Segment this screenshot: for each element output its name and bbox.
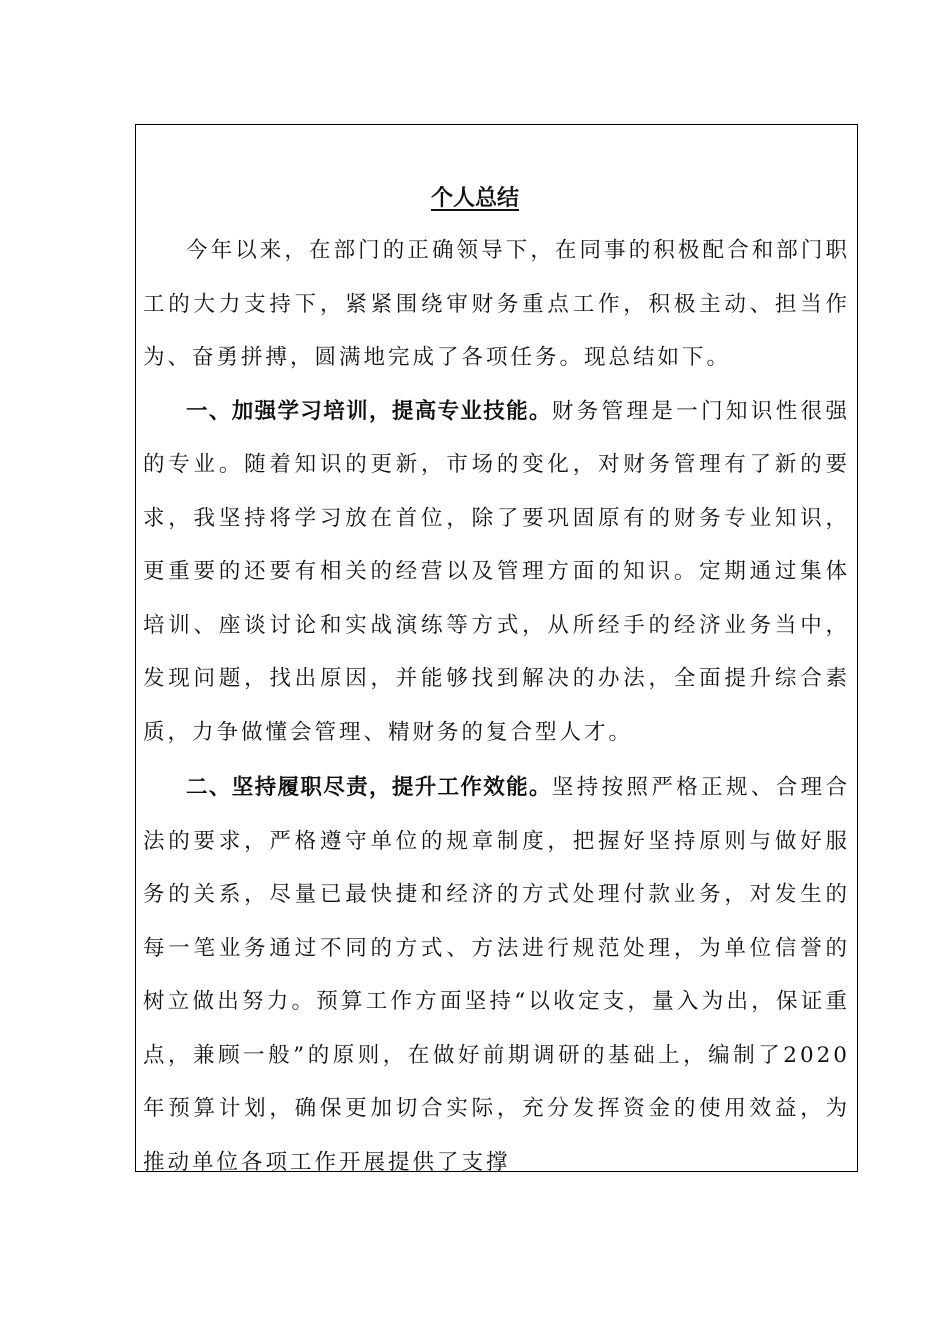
section-text-2: 坚持按照严格正规、合理合法的要求，严格遵守单位的规章制度，把握好坚持原则与做好服务的关系，尽量已最快捷和经济的方式处理付款业务，对发生的每一笔业务通过不同的方式、方法进行规范处理，为单位信誉的树立做出努力。预算工作方面坚持“以收定支，量入为出，保证重点，兼顾一般”的原则，在做好前期调研的基础上，编制了2020年预算计划，确保更加切合实际，充分发挥资金的使用效益，为推动单位各项工作开展提供了支撑	[143, 775, 850, 1175]
intro-paragraph: 今年以来，在部门的正确领导下，在同事的积极配合和部门职工的大力支持下，紧紧围绕审财务重点工作，积极主动、担当作为、奋勇拼搏，圆满地完成了各项任务。现总结如下。	[143, 238, 850, 370]
document-title	[0, 184, 950, 214]
section-heading-2: 二、坚持履职尽责，提升工作效能。	[186, 775, 552, 800]
section-paragraph-1	[143, 385, 850, 760]
document-title-text: 个人总结	[430, 186, 519, 211]
section-paragraph-2	[143, 761, 850, 1189]
section-text-1: 财务管理是一门知识性很强的专业。随着知识的更新，市场的变化，对财务管理有了新的要求，我坚持将学习放在首位，除了要巩固原有的财务专业知识，更重要的还要有相关的经营以及管理方面的知识。定期通过集体培训、座谈讨论和实战演练等方式，从所经手的经济业务当中，发现问题，找出原因，并能够找到解决的办法，全面提升综合素质，力争做懂会管理、精财务的复合型人才。	[143, 398, 850, 745]
document-body	[143, 224, 850, 1189]
section-heading-1: 一、加强学习培训，提高专业技能。	[186, 398, 552, 424]
